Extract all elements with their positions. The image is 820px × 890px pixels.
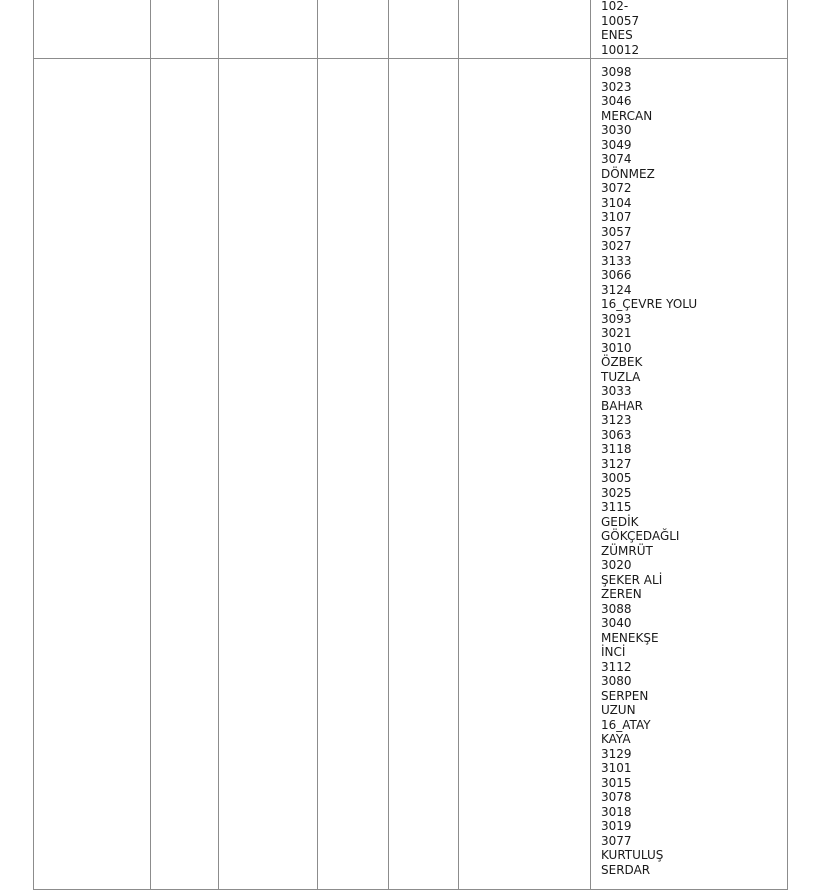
- street-name: MENEKŞE: [601, 630, 659, 645]
- street-name: UZUN: [601, 703, 636, 717]
- table-cell-empty: [219, 59, 318, 890]
- street-name: 3015: [601, 775, 632, 790]
- street-name: 3093: [601, 311, 632, 326]
- street-name: 3115: [601, 500, 632, 514]
- street-name: TUZLA: [601, 369, 641, 384]
- street-name: 3124: [601, 282, 632, 297]
- street-name: ÖZBEK: [601, 355, 643, 369]
- street-name: 3066: [601, 268, 632, 282]
- street-name: KAYA: [601, 732, 631, 746]
- table-row: [34, 59, 788, 890]
- street-name: 3020: [601, 558, 632, 572]
- street-name: 3021: [601, 326, 632, 340]
- street-name: ZEREN: [601, 587, 642, 601]
- table-cell-empty: [34, 59, 151, 890]
- street-names-cell: [591, 0, 788, 59]
- street-name: 3077: [601, 833, 632, 848]
- street-name: 3072: [601, 181, 632, 195]
- street-name: 3063: [601, 427, 632, 442]
- street-name: 3127: [601, 456, 632, 471]
- street-name: 3118: [601, 442, 632, 456]
- table-cell-empty: [459, 0, 591, 59]
- table-cell-empty: [318, 59, 389, 890]
- street-name: 3023: [601, 79, 632, 94]
- street-name: 3112: [601, 659, 632, 674]
- street-name: 3133: [601, 253, 632, 268]
- street-name: 3129: [601, 746, 632, 761]
- street-name: 3123: [601, 413, 632, 427]
- street-name: 3040: [601, 616, 632, 630]
- street-name: 3033: [601, 384, 632, 398]
- street-name: 3057: [601, 224, 632, 239]
- street-name: BAHAR: [601, 398, 644, 413]
- street-name: MERCAN: [601, 108, 653, 123]
- street-list-table: [33, 0, 788, 890]
- table-cell-empty: [151, 0, 219, 59]
- street-name: 3019: [601, 819, 632, 833]
- street-name: 3018: [601, 804, 632, 819]
- street-name: 16_ATAY: [601, 717, 651, 732]
- street-name: 10057: [601, 13, 640, 28]
- street-names-cell: [591, 59, 788, 890]
- table-cell-empty: [151, 59, 219, 890]
- table-cell-empty: [389, 59, 459, 890]
- street-names-list: [591, 0, 787, 57]
- table-cell-empty: [459, 59, 591, 890]
- street-name: İNCİ: [601, 645, 626, 659]
- street-name: GEDİK: [601, 514, 639, 529]
- street-name: 3049: [601, 137, 632, 152]
- street-name: 16_ÇEVRE YOLU: [601, 297, 698, 311]
- street-name: SERPEN: [601, 688, 649, 703]
- street-name: 3074: [601, 152, 632, 166]
- street-name: 3104: [601, 195, 632, 210]
- street-name: ZÜMRÜT: [601, 543, 653, 558]
- street-name: SERDAR: [601, 862, 651, 877]
- street-name: 3025: [601, 485, 632, 500]
- street-name: 3005: [601, 471, 632, 485]
- table-cell-empty: [389, 0, 459, 59]
- table-cell-empty: [219, 0, 318, 59]
- table-row: [34, 0, 788, 59]
- table-cell-empty: [318, 0, 389, 59]
- street-name: 102-: [601, 0, 629, 13]
- street-name: KURTULUŞ: [601, 848, 664, 862]
- street-name: 3010: [601, 340, 632, 355]
- street-name: GÖKÇEDAĞLI: [601, 529, 680, 543]
- table-cell-empty: [34, 0, 151, 59]
- street-name: 3101: [601, 761, 632, 775]
- street-name: 3078: [601, 790, 632, 804]
- street-name: 3088: [601, 601, 632, 616]
- street-name: DÖNMEZ: [601, 166, 655, 181]
- street-name: 10012: [601, 42, 640, 57]
- street-names-list: [591, 59, 787, 877]
- street-name: 3027: [601, 239, 632, 253]
- street-name: ŞEKER ALİ: [601, 572, 663, 587]
- street-name: ENES: [601, 28, 633, 42]
- street-name: 3030: [601, 123, 632, 137]
- street-name: 3107: [601, 210, 632, 224]
- street-name: 3080: [601, 674, 632, 688]
- street-name: 3098: [601, 65, 632, 79]
- street-name: 3046: [601, 94, 632, 108]
